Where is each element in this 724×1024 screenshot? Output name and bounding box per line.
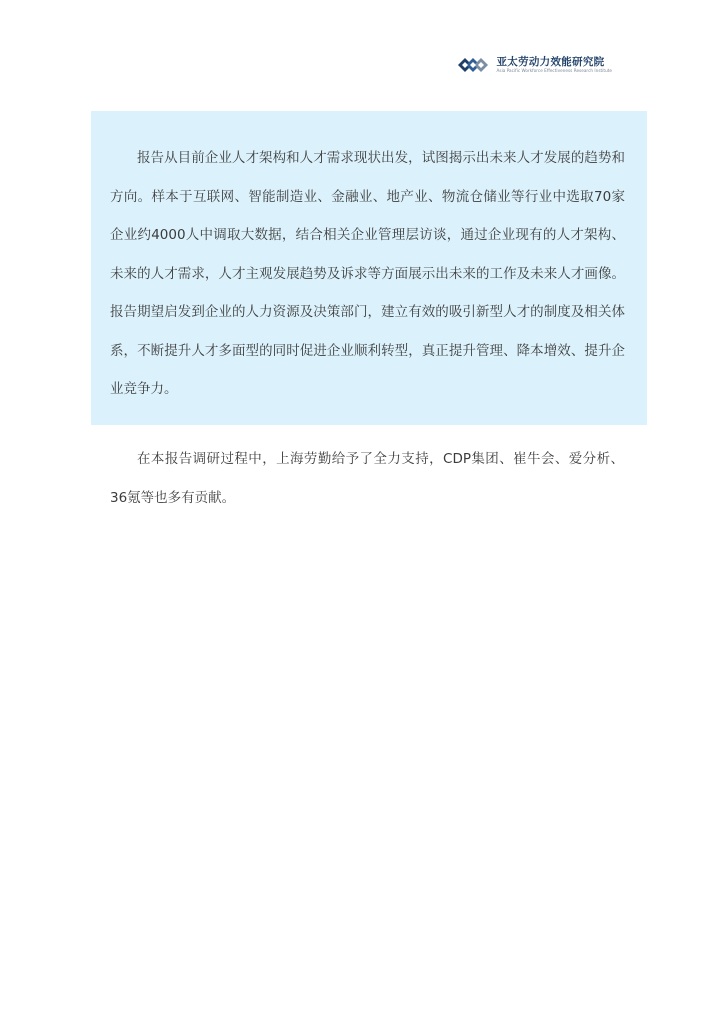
summary-paragraph: 报告从目前企业人才架构和人才需求现状出发，试图揭示出未来人才发展的趋势和方向。样本于互联网、智能制造业、金融业、地产业、物流仓储业等行业中选取70家企业约4000人中调取大数据，结合相关企业管理层访谈，通过企业现有的人才架构、未来的人才需求，人才主观发展趋势及诉求等方面展示出未来的工作及未来人才画像。报告期望启发到企业的人力资源及决策部门，建立有效的吸引新型人才的制度及相关体系，不断提升人才多面型的同时促进企业顺利转型，真正提升管理、降本增效、提升企业竞争力。 [110,150,625,397]
summary-highlight-box [91,111,647,425]
acknowledgement-paragraph: 在本报告调研过程中，上海劳勤给予了全力支持，CDP集团、崔牛会、爱分析、36氪等也多有贡献。 [110,451,624,506]
brand-logo [456,54,612,76]
logo-title: 亚太劳动力效能研究院 [496,55,605,68]
institute-logo-icon [456,54,490,76]
acknowledgement-section [110,440,624,517]
logo-text [496,57,612,73]
logo-subtitle: Asia Pacific Workforce Effectiveness Research Institute [496,67,612,73]
